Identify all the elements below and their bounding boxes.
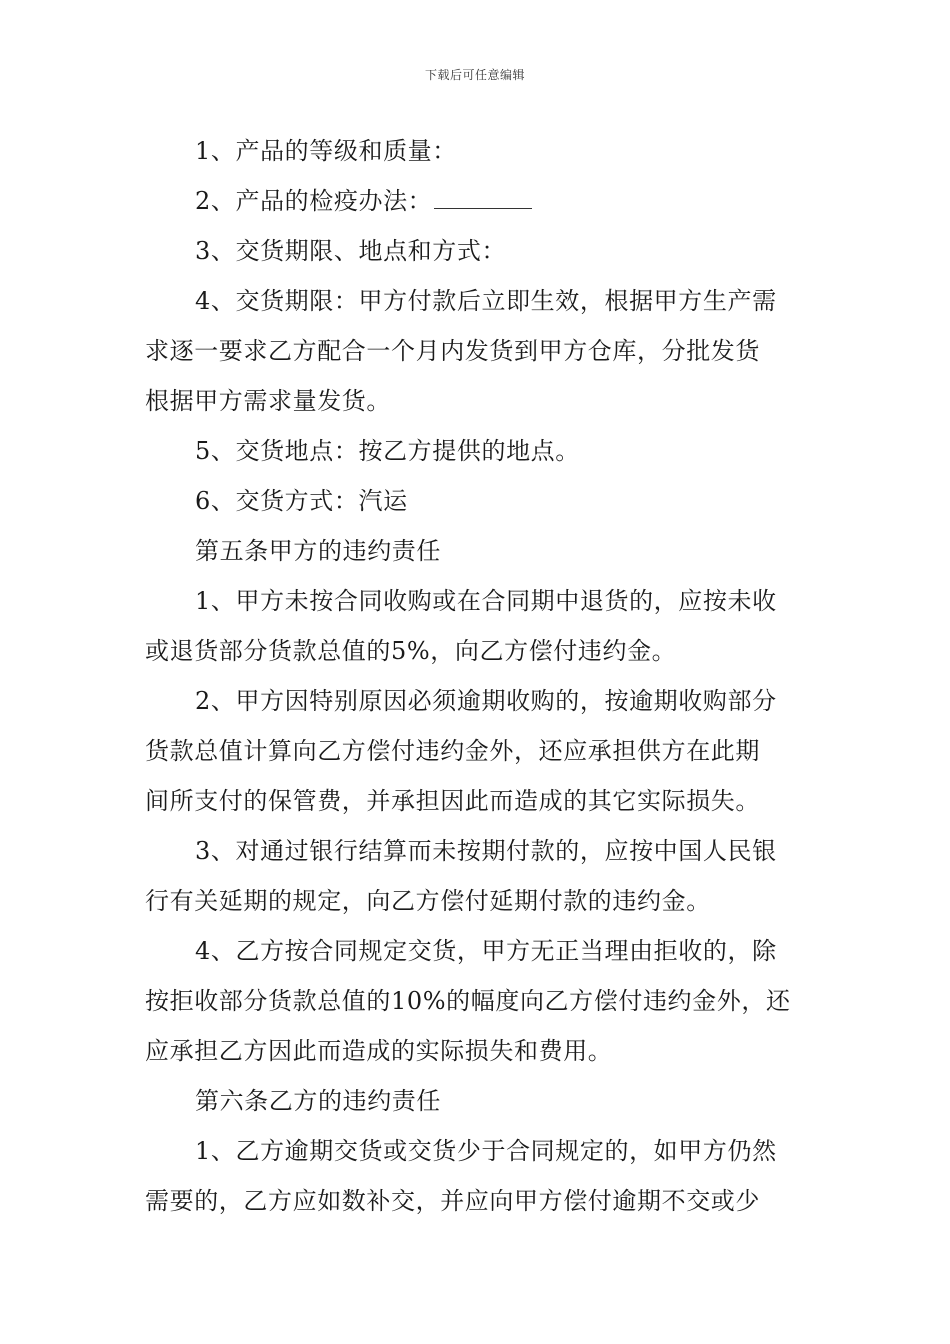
line-text: 行有关延期的规定，向乙方偿付延期付款的违约金。	[145, 887, 711, 915]
line-text: 3、对通过银行结算而未按期付款的，应按中国人民银	[195, 837, 777, 865]
document-body	[145, 126, 815, 1226]
document-line	[145, 826, 815, 876]
page-header: 下载后可任意编辑	[424, 68, 525, 82]
document-line	[145, 626, 815, 676]
line-text: 需要的，乙方应如数补交，并应向甲方偿付逾期不交或少	[145, 1187, 760, 1215]
line-text: 2、甲方因特别原因必须逾期收购的，按逾期收购部分	[195, 687, 777, 715]
document-line	[145, 976, 815, 1026]
line-text: 应承担乙方因此而造成的实际损失和费用。	[145, 1037, 613, 1065]
document-line	[145, 276, 815, 326]
document-line	[145, 1126, 815, 1176]
line-text: 间所支付的保管费，并承担因此而造成的其它实际损失。	[145, 787, 760, 815]
document-line	[145, 426, 815, 476]
document-line	[145, 226, 815, 276]
line-text: 4、乙方按合同规定交货，甲方无正当理由拒收的，除	[195, 937, 777, 965]
section-heading	[145, 526, 815, 576]
document-line	[145, 676, 815, 726]
fill-in-blank	[434, 188, 532, 209]
document-line	[145, 776, 815, 826]
line-text: 3、交货期限、地点和方式：	[195, 237, 507, 265]
line-text: 根据甲方需求量发货。	[145, 387, 391, 415]
document-line	[145, 326, 815, 376]
line-text: 1、产品的等级和质量：	[195, 137, 457, 165]
line-text: 5、交货地点：按乙方提供的地点。	[195, 437, 580, 465]
section-heading	[145, 1076, 815, 1126]
document-line	[145, 576, 815, 626]
line-text: 第六条乙方的违约责任	[195, 1087, 441, 1115]
document-line	[145, 476, 815, 526]
line-text: 2、产品的检疫办法：	[195, 187, 433, 215]
document-line	[145, 126, 815, 176]
line-text: 第五条甲方的违约责任	[195, 537, 441, 565]
line-text: 货款总值计算向乙方偿付违约金外，还应承担供方在此期	[145, 737, 760, 765]
line-text: 或退货部分货款总值的5%，向乙方偿付违约金。	[145, 637, 677, 665]
line-text: 求逐一要求乙方配合一个月内发货到甲方仓库，分批发货	[145, 337, 760, 365]
line-text: 1、甲方未按合同收购或在合同期中退货的，应按未收	[195, 587, 777, 615]
document-line	[145, 876, 815, 926]
line-text: 1、乙方逾期交货或交货少于合同规定的，如甲方仍然	[195, 1137, 777, 1165]
document-line	[145, 1176, 815, 1226]
line-text: 按拒收部分货款总值的10%的幅度向乙方偿付违约金外，还	[145, 987, 791, 1015]
document-line	[145, 926, 815, 976]
document-line	[145, 176, 815, 226]
document-line	[145, 726, 815, 776]
line-text: 6、交货方式：汽运	[195, 487, 408, 515]
document-line	[145, 1026, 815, 1076]
document-line	[145, 376, 815, 426]
line-text: 4、交货期限：甲方付款后立即生效，根据甲方生产需	[195, 287, 777, 315]
